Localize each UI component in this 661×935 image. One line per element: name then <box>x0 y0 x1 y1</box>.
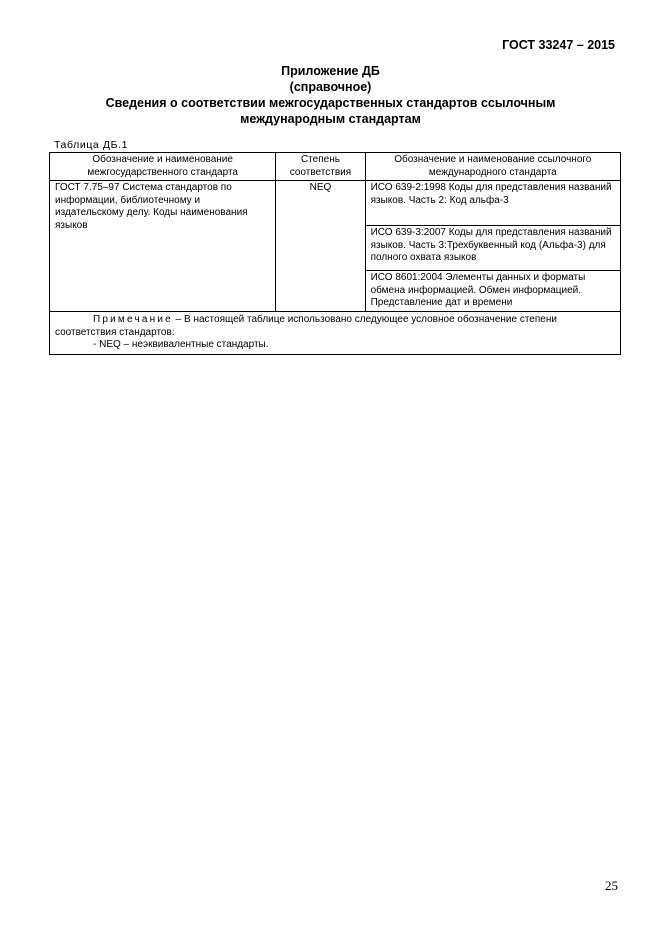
appendix-title: Приложение ДБ <box>281 64 380 78</box>
note-label: Примечание <box>93 314 173 325</box>
note-body: – В настоящей таблице использовано следующее условное обозначение степени соответствия стандартов: <box>55 314 557 338</box>
note-text <box>55 314 615 339</box>
column-header-international: Обозначение и наименование ссылочного международного стандарта <box>365 153 620 181</box>
document-code: ГОСТ 33247 – 2015 <box>502 38 615 52</box>
table-caption: Таблица ДБ.1 <box>54 139 129 151</box>
page-number: 25 <box>605 878 618 893</box>
international-standard-cell: ИСО 639-3:2007 Коды для представления названий языков. Часть 3:Трехбуквенный код (Альфа-3) для полного охвата языков <box>365 226 620 271</box>
table-header-row <box>50 153 621 181</box>
table-note-row <box>50 312 621 355</box>
appendix-status: (справочное) <box>289 80 372 94</box>
table-row <box>50 181 621 226</box>
column-header-degree: Степень соответствия <box>276 153 365 181</box>
appendix-subtitle-line1: Сведения о соответствии межгосударственных стандартов ссылочным <box>105 96 556 110</box>
column-header-interstate: Обозначение и наименование межгосударственного стандарта <box>50 153 276 181</box>
correspondence-table <box>49 152 621 355</box>
degree-cell: NEQ <box>276 181 365 312</box>
international-standard-cell: ИСО 639-2:1998 Коды для представления названий языков. Часть 2: Код альфа-3 <box>365 181 620 226</box>
note-item: - NEQ – неэквивалентные стандарты. <box>93 339 269 350</box>
interstate-standard-cell: ГОСТ 7.75–97 Система стандартов по информации, библиотечному и издательскому делу. Коды наименования языков <box>50 181 276 312</box>
international-standard-cell: ИСО 8601:2004 Элементы данных и форматы обмена информацией. Обмен информацией. Представление дат и времени <box>365 271 620 312</box>
table-note <box>50 312 621 355</box>
appendix-heading <box>0 63 661 127</box>
appendix-subtitle-line2: международным стандартам <box>240 112 421 126</box>
